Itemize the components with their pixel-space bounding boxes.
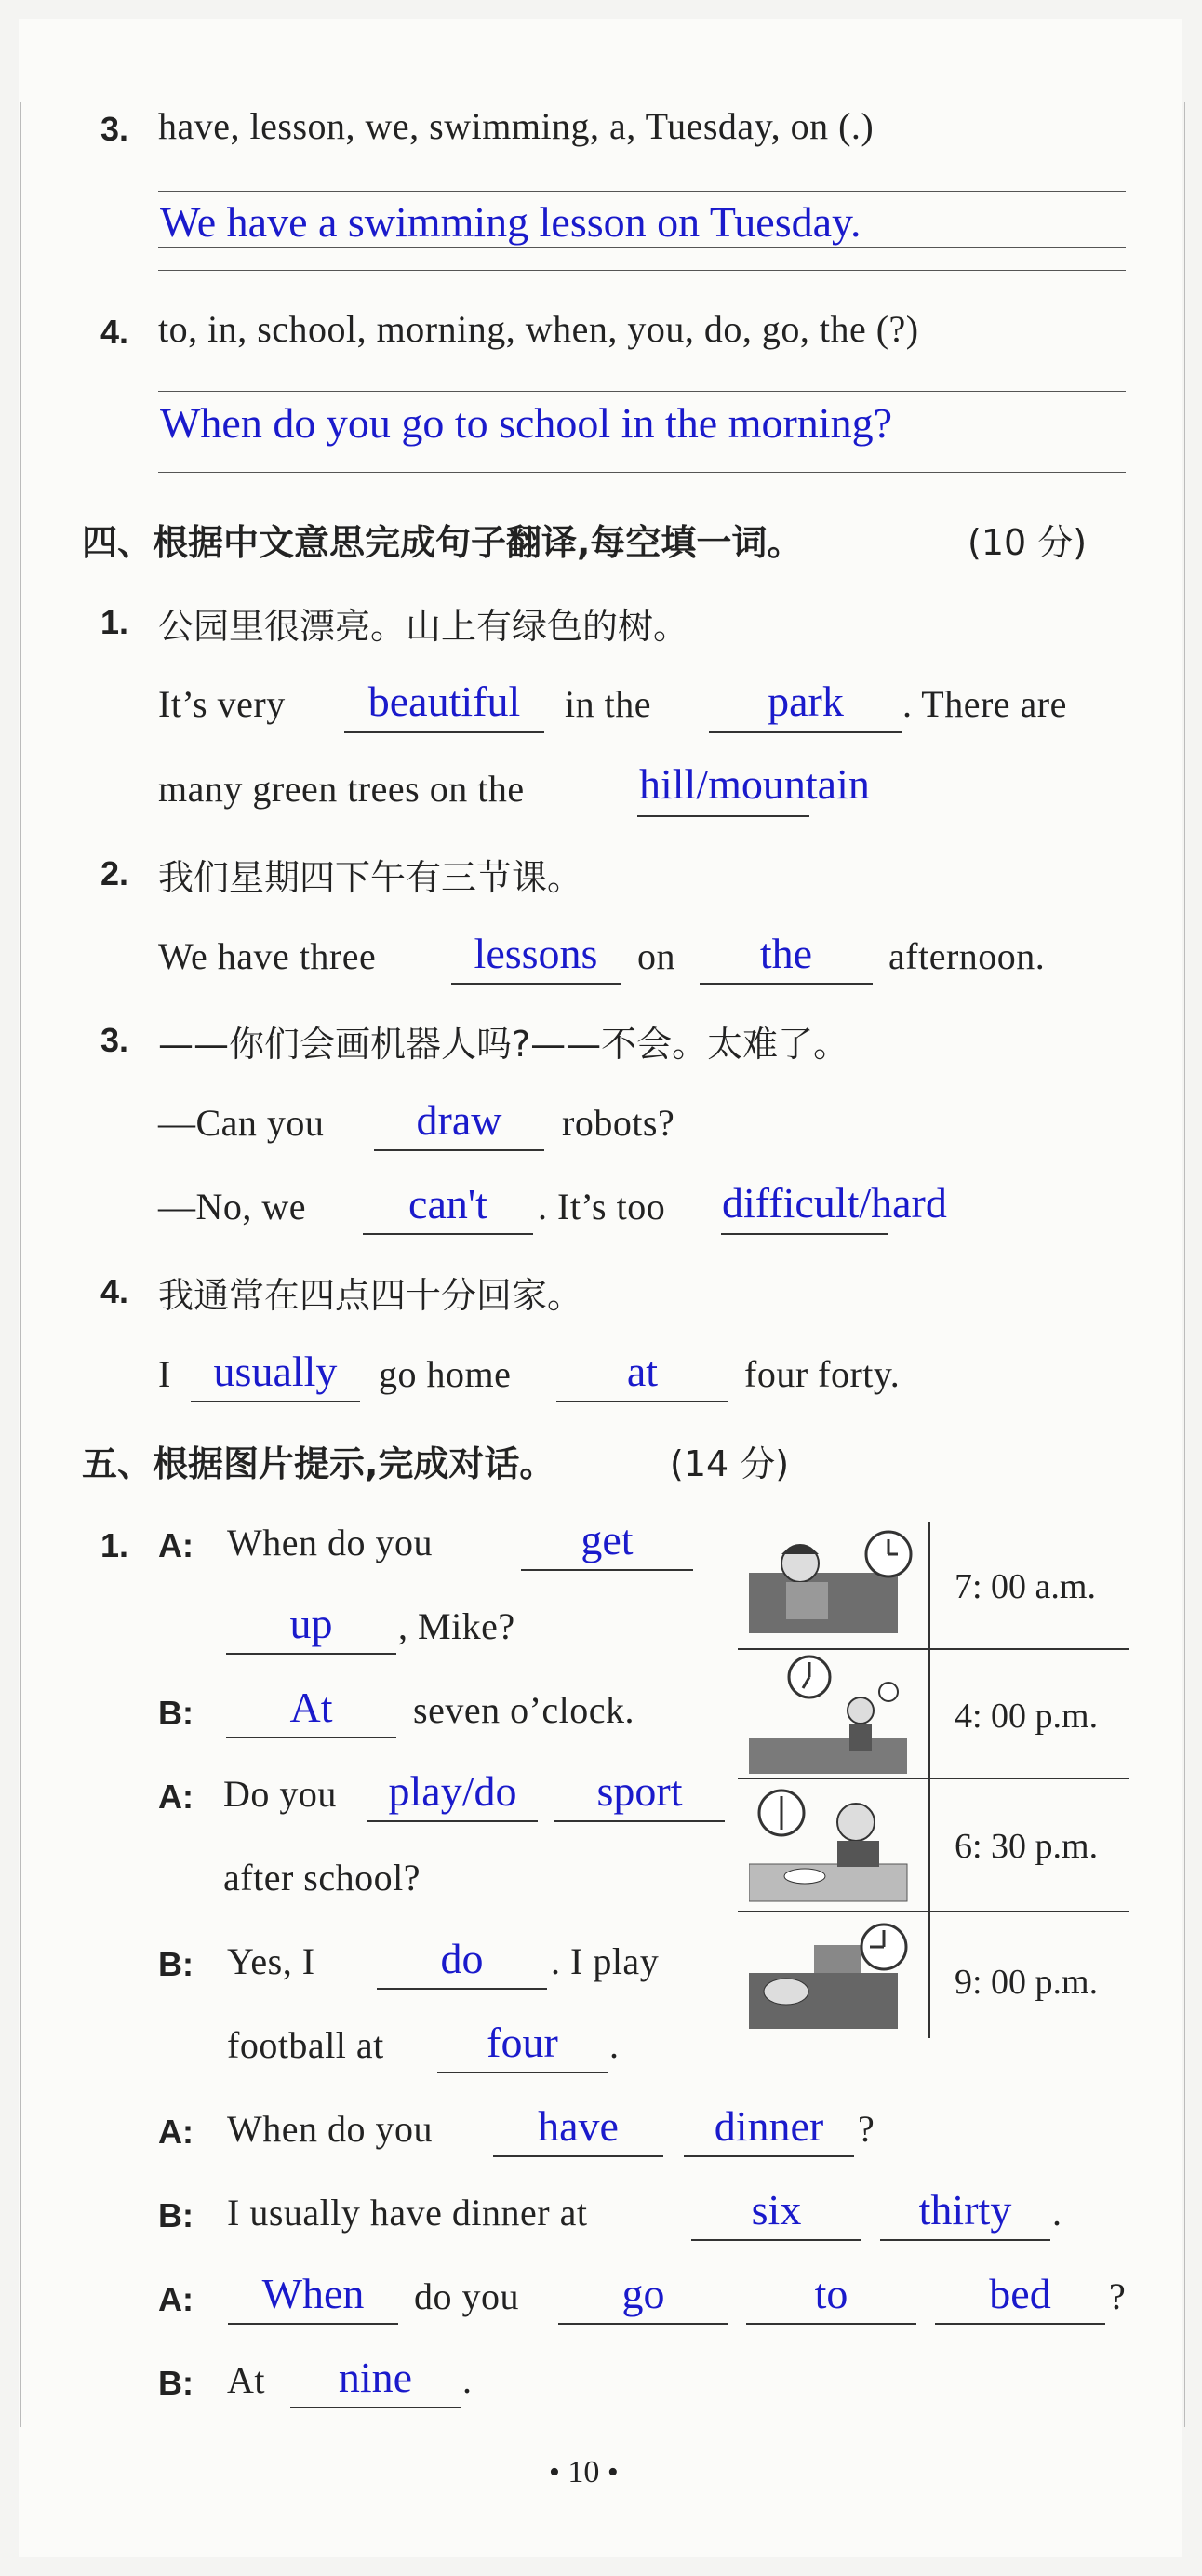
question-number: 3. (100, 1021, 129, 1059)
answer-line (158, 247, 1126, 248)
fill-blank (556, 1401, 728, 1402)
dialogue-text: Do you (223, 1773, 337, 1815)
written-answer: bed (989, 2270, 1051, 2317)
fill-blank (344, 731, 544, 733)
sentence-text: . There are (902, 683, 1067, 725)
written-answer: go (621, 2270, 665, 2317)
sentence-text: four forty. (744, 1353, 901, 1395)
fill-blank (691, 2239, 861, 2241)
section-title: 四、根据中文意思完成句子翻译,每空填一词。 (82, 522, 803, 563)
sentence-text: go home (379, 1353, 512, 1395)
fill-blank (226, 1737, 396, 1738)
sentence-text: It’s very (158, 683, 286, 725)
sentence-text: —Can you (158, 1102, 325, 1144)
time-label: 7: 00 a.m. (955, 1567, 1096, 1606)
fill-blank (558, 2323, 728, 2325)
dialogue-text: ? (858, 2108, 875, 2150)
fill-blank (493, 2155, 663, 2157)
written-answer: thirty (918, 2186, 1012, 2234)
fill-blank (700, 983, 873, 985)
dialogue-text: after school? (223, 1857, 421, 1898)
dialogue-text: . I play (551, 1940, 660, 1982)
dialogue-text: , Mike? (398, 1605, 515, 1647)
dialogue-text: Yes, I (227, 1940, 315, 1982)
speaker-label: A: (158, 2280, 194, 2318)
written-answer: do (440, 1935, 484, 1982)
question-number: 4. (100, 313, 129, 351)
answer-line (158, 391, 1126, 392)
written-answer: get (581, 1516, 634, 1563)
written-answer: When (261, 2270, 365, 2317)
written-answer: up (289, 1600, 333, 1647)
fill-blank (684, 2155, 854, 2157)
answer-line (158, 472, 1126, 473)
dialogue-text: do you (414, 2275, 519, 2317)
speaker-label: A: (158, 2113, 194, 2151)
fill-blank (363, 1233, 533, 1235)
chinese-sentence: 我们星期四下午有三节课。 (158, 857, 583, 898)
fill-blank (746, 2323, 916, 2325)
question-number: 4. (100, 1272, 129, 1310)
fill-blank (637, 815, 809, 817)
time-label: 6: 30 p.m. (955, 1827, 1099, 1866)
boy-playing-football-illustration (749, 1655, 916, 1774)
written-answer: at (626, 1348, 659, 1395)
sentence-text: I (158, 1353, 171, 1395)
written-answer: nine (338, 2354, 413, 2401)
speaker-label: B: (158, 2364, 194, 2402)
fill-blank (228, 2323, 398, 2325)
written-answer: beautiful (367, 678, 521, 725)
written-answer: the (759, 930, 813, 977)
margin-line-left (20, 102, 21, 2427)
chinese-sentence: ——你们会画机器人吗?——不会。太难了。 (158, 1024, 849, 1065)
sentence-text: on (637, 935, 675, 977)
word-prompt: to, in, school, morning, when, you, do, go, the (?) (158, 308, 919, 350)
dialogue-text: seven o’clock. (413, 1689, 635, 1731)
written-answer: usually (213, 1348, 338, 1395)
fill-blank (935, 2323, 1105, 2325)
fill-blank (521, 1569, 693, 1571)
word-prompt: have, lesson, we, swimming, a, Tuesday, on (.) (158, 105, 875, 147)
dialogue-text: At (227, 2359, 265, 2401)
dialogue-text: When do you (227, 1522, 434, 1563)
page-number: • 10 • (549, 2455, 619, 2489)
fill-blank (226, 1653, 396, 1655)
written-answer: can't (408, 1180, 487, 1228)
sentence-text: afternoon. (888, 935, 1046, 977)
written-answer: hill/mountain (639, 760, 870, 808)
sentence-text: in the (565, 683, 651, 725)
sentence-text: We have three (158, 935, 377, 977)
fill-blank (191, 1401, 360, 1402)
table-row-divider (738, 1648, 1129, 1650)
boy-waking-up-illustration (749, 1526, 916, 1638)
question-number: 1. (100, 603, 129, 641)
written-answer: sport (596, 1767, 683, 1815)
chinese-sentence: 我通常在四点四十分回家。 (158, 1275, 583, 1316)
written-answer: dinner (714, 2102, 824, 2150)
sentence-text: —No, we (158, 1186, 307, 1228)
question-number: 1. (100, 1526, 129, 1564)
fill-blank (377, 1988, 547, 1990)
chinese-sentence: 公园里很漂亮。山上有绿色的树。 (158, 606, 689, 647)
fill-blank (374, 1149, 544, 1151)
dialogue-text: . (609, 2024, 620, 2066)
written-answer: draw (416, 1096, 502, 1144)
table-row-divider (738, 1778, 1129, 1779)
written-answer: have (538, 2102, 619, 2150)
written-answer: six (751, 2186, 802, 2234)
written-answer: At (289, 1684, 333, 1731)
speaker-label: A: (158, 1778, 194, 1816)
boy-eating-dinner-illustration (749, 1785, 916, 1906)
dialogue-text: ? (1109, 2275, 1127, 2317)
fill-blank (367, 1820, 538, 1822)
answer-line (158, 270, 1126, 271)
speaker-label: A: (158, 1526, 194, 1564)
speaker-label: B: (158, 1945, 194, 1983)
margin-line-right (1184, 102, 1185, 2427)
dialogue-text: I usually have dinner at (227, 2192, 588, 2234)
sentence-text: . It’s too (538, 1186, 666, 1228)
table-row-divider (738, 1911, 1129, 1912)
written-answer: park (768, 678, 844, 725)
time-label: 4: 00 p.m. (955, 1697, 1099, 1736)
dialogue-text: When do you (227, 2108, 434, 2150)
section-score: (10 分) (968, 522, 1088, 563)
written-answer: When do you go to school in the morning? (160, 399, 892, 447)
section-score: (14 分) (670, 1443, 790, 1484)
question-number: 3. (100, 110, 129, 148)
sentence-text: many green trees on the (158, 768, 525, 810)
answer-line (158, 191, 1126, 192)
fill-blank (451, 983, 621, 985)
speaker-label: B: (158, 2196, 194, 2234)
fill-blank (709, 731, 902, 733)
time-label: 9: 00 p.m. (955, 1963, 1099, 2002)
written-answer: play/do (388, 1767, 517, 1815)
fill-blank (880, 2239, 1050, 2241)
dialogue-text: . (1052, 2192, 1062, 2234)
written-answer: difficult/hard (722, 1179, 947, 1227)
fill-blank (437, 2072, 608, 2073)
dialogue-text: . (462, 2359, 473, 2401)
section-title: 五、根据图片提示,完成对话。 (82, 1443, 555, 1484)
written-answer: lessons (474, 930, 598, 977)
written-answer: four (487, 2019, 558, 2066)
dialogue-text: football at (227, 2024, 384, 2066)
boy-in-bed-illustration (749, 1917, 916, 2036)
written-answer: We have a swimming lesson on Tuesday. (160, 198, 861, 246)
question-number: 2. (100, 854, 129, 892)
table-divider (928, 1522, 930, 2038)
written-answer: to (814, 2270, 848, 2317)
fill-blank (721, 1233, 888, 1235)
speaker-label: B: (158, 1694, 194, 1732)
sentence-text: robots? (562, 1102, 675, 1144)
fill-blank (290, 2407, 461, 2408)
fill-blank (554, 1820, 725, 1822)
